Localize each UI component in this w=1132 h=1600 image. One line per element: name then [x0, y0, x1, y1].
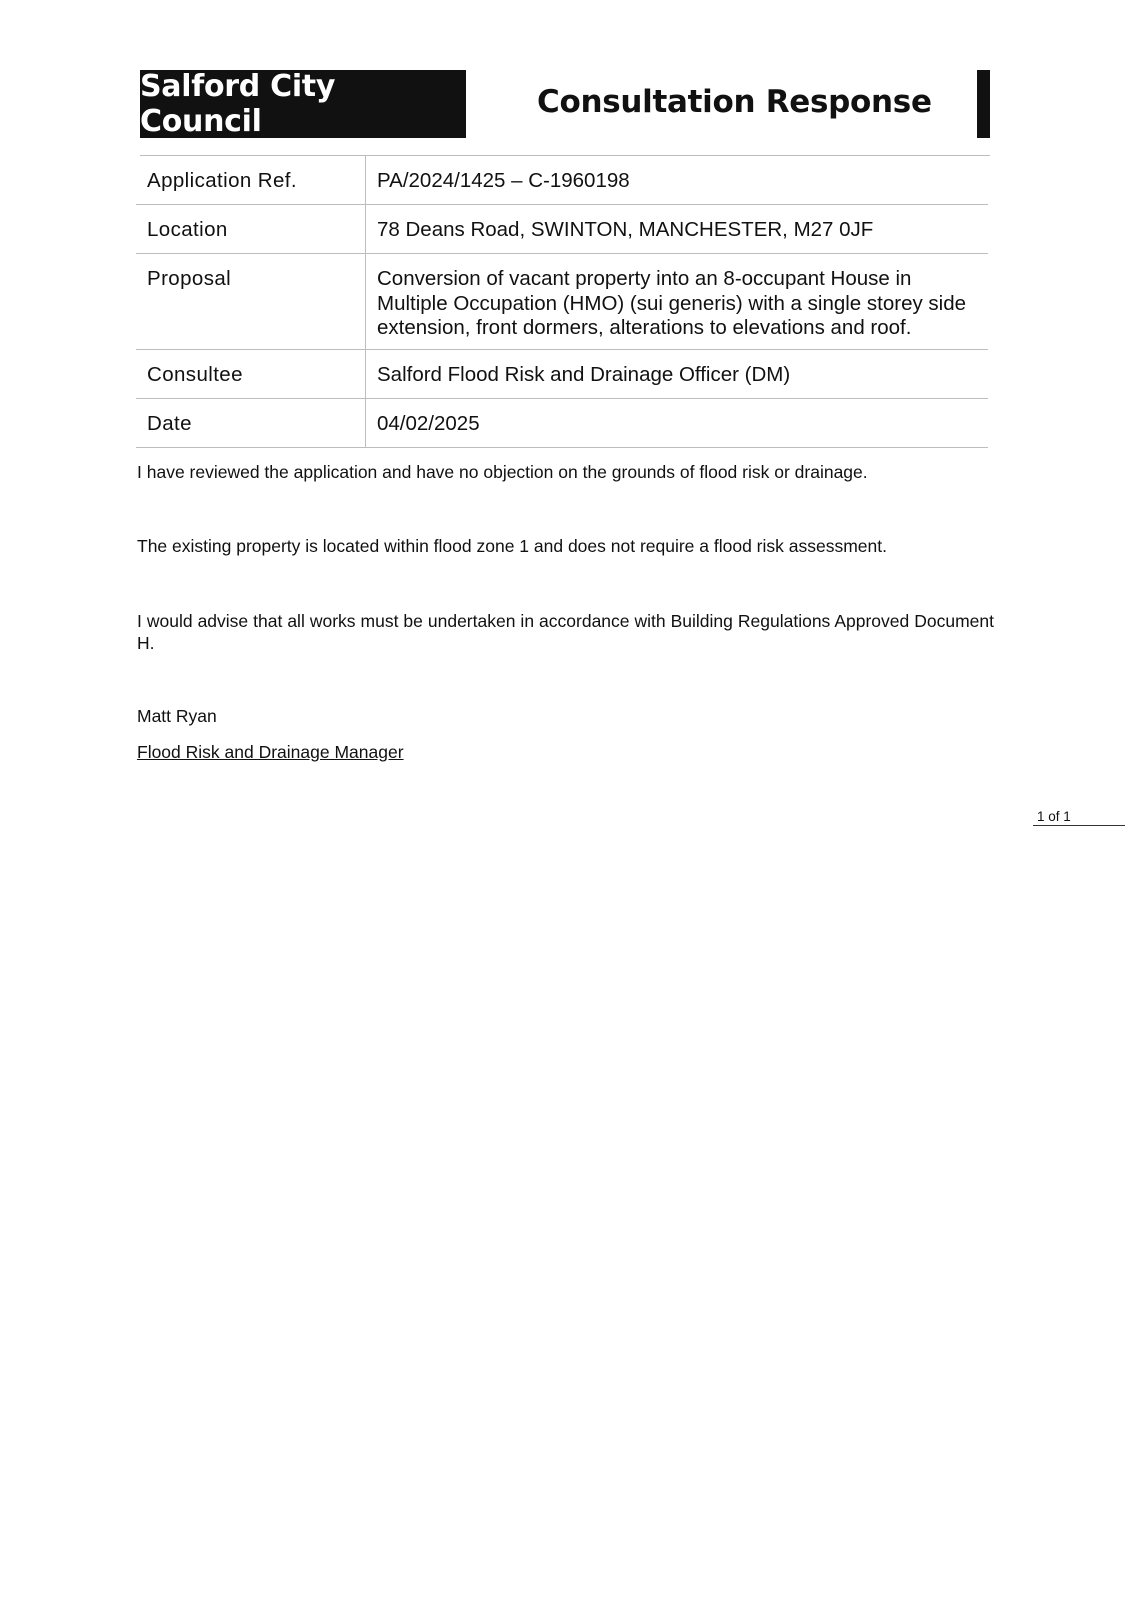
document-title: Consultation Response	[537, 84, 932, 120]
date-label: Date	[136, 399, 366, 448]
council-name: Salford City Council	[140, 69, 336, 139]
council-logo	[140, 70, 466, 138]
response-paragraph-1: I have reviewed the application and have no objection on the grounds of flood risk or drainage.	[137, 462, 868, 482]
proposal-value: Conversion of vacant property into an 8-occupant House in Multiple Occupation (HMO) (sui generis) with a single storey side extension, front dormers, alterations to elevations and roof.	[366, 254, 989, 350]
consultee-value: Salford Flood Risk and Drainage Officer (DM)	[366, 350, 989, 399]
table-row-consultee	[136, 350, 988, 399]
date-value: 04/02/2025	[366, 399, 989, 448]
signatory-name: Matt Ryan	[137, 706, 217, 726]
page-number: 1 of 1	[1033, 809, 1125, 826]
header-accent-bar	[977, 70, 990, 138]
consultee-label: Consultee	[136, 350, 366, 399]
table-row-date	[136, 399, 988, 448]
proposal-label: Proposal	[136, 254, 366, 350]
response-paragraph-2: The existing property is located within flood zone 1 and does not require a flood risk assessment.	[137, 536, 887, 556]
table-row-proposal	[136, 254, 988, 350]
location-label: Location	[136, 205, 366, 254]
response-paragraph-3: I would advise that all works must be undertaken in accordance with Building Regulations Approved Document H.	[137, 611, 994, 653]
application-details-table	[136, 156, 988, 448]
application-ref-value: PA/2024/1425 – C-1960198	[366, 156, 989, 205]
table-row-application-ref	[136, 156, 988, 205]
table-row-location	[136, 205, 988, 254]
location-value: 78 Deans Road, SWINTON, MANCHESTER, M27 0JF	[366, 205, 989, 254]
application-ref-label: Application Ref.	[136, 156, 366, 205]
signatory-role: Flood Risk and Drainage Manager	[137, 742, 404, 762]
